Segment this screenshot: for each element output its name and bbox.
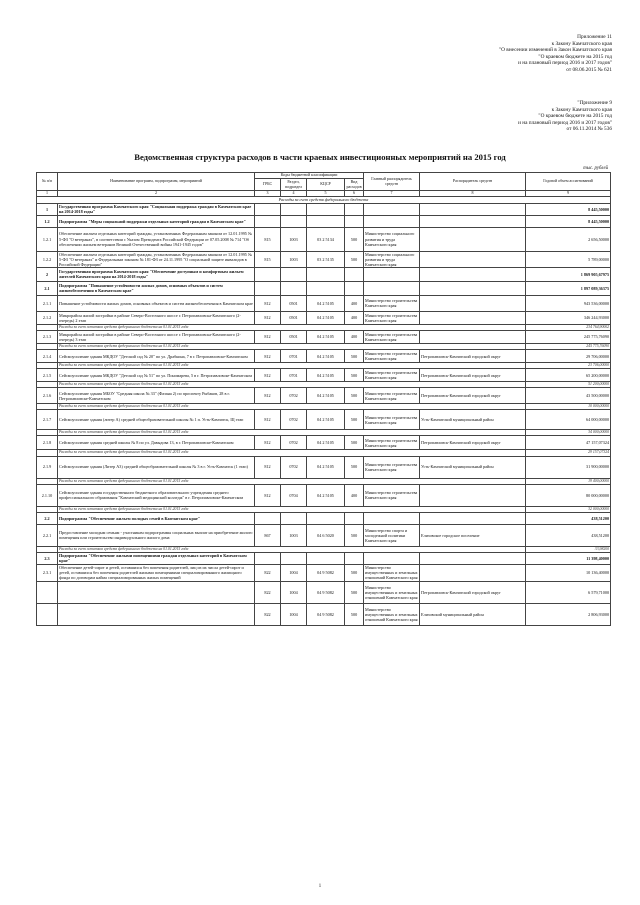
razdel-code: 0702 [281, 436, 307, 450]
table-row [37, 295, 611, 311]
header-name: Наименование программ, подпрограмм, мероприятий [58, 173, 255, 191]
vr-code: 500 [345, 251, 364, 267]
vr-code: 500 [345, 603, 364, 625]
empty-cell [364, 552, 420, 564]
manager-name: Министерство строительства Камчатского края [364, 369, 420, 382]
vr-code: 500 [345, 410, 364, 430]
manager-name: Министерство строительства Камчатского края [364, 436, 420, 450]
row-number: 2.1.7 [37, 410, 58, 430]
empty-cell [281, 267, 307, 281]
header-razdel: Раздел, подраздел [281, 179, 307, 191]
row-amount: 6 579,71000 [526, 581, 611, 603]
table-row [37, 369, 611, 382]
row-number: 2.1.8 [37, 436, 58, 450]
item-name: Повышение устойчивости жилых домов, основных объектов и систем жизнеобеспечения в Камчатском крае [58, 295, 255, 311]
note-amount: 245 775,76090 [526, 343, 611, 349]
row-amount: 438,51200 [526, 524, 611, 546]
header-manager: Главный распорядитель средств [364, 173, 420, 191]
vr-code: 500 [345, 388, 364, 404]
row-amount: 80 000,00000 [526, 484, 611, 506]
empty-cell [255, 552, 281, 564]
grbs-code: 812 [255, 436, 281, 450]
document-title: Ведомственная структура расходов в части краевых инвестиционных мероприятий на 2015 год [134, 152, 506, 162]
vr-code: 500 [345, 581, 364, 603]
empty-cell [345, 281, 364, 295]
header-index: 6 [345, 191, 364, 197]
item-name: Сейсмоусиление здания МБОУ "Средняя школа № 33" (Фазана 2) по проспекту Рыбаков, 28 в г. Петропавловске-Камчатском [58, 388, 255, 404]
manager-name: Министерство строительства Камчатского края [364, 311, 420, 324]
razdel-code: 1003 [281, 251, 307, 267]
manager-name: Министерство строительства Камчатского края [364, 484, 420, 506]
razdel-code: 1003 [281, 524, 307, 546]
vr-code: 500 [345, 564, 364, 581]
recipient-name [420, 251, 526, 267]
razdel-code: 0702 [281, 456, 307, 478]
recipient-name: Елизовское городское поселение [420, 524, 526, 546]
row-number: 2.1 [37, 281, 58, 295]
recipient-name: Елизовский муниципальный район [420, 603, 526, 625]
annex-header-previous [518, 100, 612, 133]
row-number: 1.2.1 [37, 227, 58, 251]
program-name: Государственная программа Камчатского края "Социальная поддержка граждан в Камчатском крае на 2014-2018 годы" [58, 203, 255, 215]
header-class-group: Коды бюджетной классификации [255, 173, 364, 179]
empty-cell [345, 267, 364, 281]
empty-cell [364, 512, 420, 524]
row-amount: 346 244,93000 [526, 311, 611, 324]
row-amount: 438,51200 [526, 512, 611, 524]
item-name: Сейсмоусиление здания (литер А) средней общеобразовательной школы № 1 п. Усть-Камчатск, Щ этап [58, 410, 255, 430]
header-vr: Вид расходов [346, 178, 362, 189]
table-row [37, 484, 611, 506]
note-amount: 19 400,00000 [526, 478, 611, 484]
row-amount: 64 000,00000 [526, 410, 611, 430]
empty-cell [281, 512, 307, 524]
note-text: Расходы за счет остатков средств федерального бюджета на 01.01.2015 года [58, 404, 526, 410]
empty-cell [420, 215, 526, 227]
ksr-code: 03 2 5135 [307, 251, 345, 267]
razdel-code: 1004 [281, 603, 307, 625]
empty-cell [307, 512, 345, 524]
row-number: 2.1.2 [37, 311, 58, 324]
row-number: 2.3 [37, 552, 58, 564]
item-name: Сейсмоусиление здания МКДОУ "Детский сад № 51" по ул. Пономарева, 5 в г. Петропавловске-Камчатском [58, 369, 255, 382]
header-index: 1 [37, 191, 58, 197]
row-amount: 1 869 905,67975 [526, 267, 611, 281]
program-row [37, 267, 611, 281]
item-name: Сейсмоусиление здания государственного бюджетного образовательного учреждения среднего профессионального образования "Камчатский медицинский колледж" в г. Петропавловске-Камчатском [58, 484, 255, 506]
razdel-code: 0702 [281, 410, 307, 430]
empty-cell [307, 203, 345, 215]
grbs-code: 867 [255, 524, 281, 546]
annex-line: к Закону Камчатского края [551, 106, 612, 113]
row-amount: 943 536,00000 [526, 295, 611, 311]
empty-cell [345, 215, 364, 227]
grbs-code: 812 [255, 410, 281, 430]
table-row [37, 410, 611, 430]
manager-name: Министерство имущественных и земельных отношений Камчатского края [364, 603, 420, 625]
manager-name: Министерство имущественных и земельных отношений Камчатского края [364, 581, 420, 603]
program-row [37, 203, 611, 215]
note-amount: 29 157,07324 [526, 450, 611, 456]
annex-header-current [499, 34, 612, 74]
item-name: Обеспечение детей-сирот и детей, оставшихся без попечения родителей, лиц из их числа детей-сирот и детей, оставшихся без попечения родителей жилыми помещениями специализированного жилищного фонда по договорам найма специализированных жилых помещений [58, 564, 255, 581]
header-ksr: КЦСР [307, 179, 345, 191]
program-row [37, 281, 611, 295]
note-amount: 51 200,00000 [526, 382, 611, 388]
table-row [37, 227, 611, 251]
table-row [37, 581, 611, 603]
empty-cell [281, 203, 307, 215]
item-name: Сейсмоусиление здания средней школы № 8 по ул. Давыдова 13, в г. Петропавловске-Камчатском [58, 436, 255, 450]
note-text: Расходы за счет остатков средств федерального бюджета на 01.01.2015 года [58, 546, 526, 552]
empty-cell [281, 215, 307, 227]
ksr-code: 04 2 5105 [307, 388, 345, 404]
ksr-code: 03 2 5134 [307, 227, 345, 251]
manager-name: Министерство социального развития и труда Камчатского края [364, 251, 420, 267]
row-number: 2.1.3 [37, 330, 58, 343]
grbs-code: 822 [255, 603, 281, 625]
grbs-code: 812 [255, 330, 281, 343]
header-amount: Годовой объем ассигнований [526, 173, 611, 191]
ksr-code: 04 2 5105 [307, 484, 345, 506]
row-amount: 2 806,93000 [526, 603, 611, 625]
empty-cell [345, 552, 364, 564]
grbs-code: 812 [255, 350, 281, 363]
program-row [37, 512, 611, 524]
vr-code: 500 [345, 436, 364, 450]
empty-cell [281, 281, 307, 295]
empty-cell [420, 267, 526, 281]
empty-cell [255, 512, 281, 524]
manager-name: Министерство строительства Камчатского края [364, 350, 420, 363]
grbs-code: 822 [255, 564, 281, 581]
table-row [37, 456, 611, 478]
annex-line: от 06.11.2014 № 536 [566, 126, 612, 133]
table-row [37, 388, 611, 404]
annex-line: "О внесении изменений в Закон Камчатского края [499, 47, 612, 54]
manager-name: Министерство строительства Камчатского края [364, 388, 420, 404]
ksr-code: 04 6 5020 [307, 524, 345, 546]
razdel-code: 1004 [281, 564, 307, 581]
note-amount: 234 764,90002 [526, 324, 611, 330]
note-text: Расходы за счет остатков средств федерального бюджета на 01.01.2015 года [58, 343, 526, 349]
ksr-code: 04 2 5105 [307, 350, 345, 363]
units-label: тыс. рублей [583, 166, 608, 171]
grbs-code: 812 [255, 311, 281, 324]
annex-line: и на плановый период 2016 и 2017 годов" [518, 119, 612, 126]
empty-cell [364, 203, 420, 215]
manager-name: Министерство строительства Камчатского края [364, 295, 420, 311]
vr-code: 400 [345, 311, 364, 324]
table-row [37, 251, 611, 267]
manager-name: Министерство спорта и молодежной политики Камчатского края [364, 524, 420, 546]
item-name: Сейсмоусиление здания МКДОУ "Детский сад № 20" по ул. Драбкина, 7 в г. Петропавловске-Камчатском [58, 350, 255, 363]
note-text: Расходы за счет остатков средств федерального бюджета на 01.01.2015 года [58, 506, 526, 512]
empty-cell [307, 267, 345, 281]
vr-code: 500 [345, 369, 364, 382]
row-amount: 2 656,50000 [526, 227, 611, 251]
empty-cell [364, 281, 420, 295]
note-amount: 23 706,00000 [526, 363, 611, 369]
row-number: 2.1.9 [37, 456, 58, 478]
row-number: 1 [37, 203, 58, 215]
note-amount: 33,98200 [526, 546, 611, 552]
recipient-name: Петропавловск-Камчатский городской округ [420, 350, 526, 363]
ksr-code: 04 2 5105 [307, 330, 345, 343]
header-index: 4 [281, 191, 307, 197]
grbs-code: 815 [255, 227, 281, 251]
item-name: Сейсмоусиление здания (Литер А3) средней общеобразовательной школы № 3 в г. Усть-Камчатск (1 этап) [58, 456, 255, 478]
empty-cell [345, 203, 364, 215]
item-name: Обеспечение жильем отдельных категорий граждан, установленных Федеральным законом от 12.01.1995 № 5-ФЗ "О ветеранах", в соответствии с Указом Президента Российской Федерации от 07.05.2008 № 714 "Об обеспечении жильем ветеранов Великой Отечественной войны 1941-1945 годов" [58, 227, 255, 251]
row-amount: 1 897 089,36375 [526, 281, 611, 295]
header-index: 2 [58, 191, 255, 197]
ksr-code: 04 9 5082 [307, 603, 345, 625]
recipient-name: Петропавловск-Камчатский городской округ [420, 581, 526, 603]
program-row [37, 215, 611, 227]
header-grbs: ГРБС [255, 179, 281, 191]
manager-name: Министерство строительства Камчатского края [364, 410, 420, 430]
row-number: 2.3.1 [37, 564, 58, 581]
recipient-name [420, 330, 526, 343]
grbs-code: 815 [255, 251, 281, 267]
grbs-code: 822 [255, 581, 281, 603]
program-name: Государственная программа Камчатского края "Обеспечение доступным и комфортным жильем жителей Камчатского края на 2014-2018 годы" [58, 267, 255, 281]
vr-code: 400 [345, 330, 364, 343]
ksr-code: 04 9 5082 [307, 564, 345, 581]
row-amount: 10 136,40000 [526, 564, 611, 581]
empty-cell [364, 267, 420, 281]
recipient-name: Петропавловск-Камчатский городской округ [420, 436, 526, 450]
table-row [37, 436, 611, 450]
header-num: № п/п [37, 173, 58, 191]
vr-code: 500 [345, 350, 364, 363]
manager-name: Министерство социального развития и труда Камчатского края [364, 227, 420, 251]
ksr-code: 04 2 5105 [307, 410, 345, 430]
empty-cell [281, 552, 307, 564]
row-amount: 29 706,00000 [526, 350, 611, 363]
row-number [37, 581, 58, 603]
row-amount: 47 157,07324 [526, 436, 611, 450]
row-amount: 43 500,00000 [526, 388, 611, 404]
item-name [58, 603, 255, 625]
row-number: 2.2.1 [37, 524, 58, 546]
empty-cell [420, 203, 526, 215]
empty-cell [307, 552, 345, 564]
section-heading: Расходы за счет средств федерального бюджета [37, 196, 611, 203]
header-index: 7 [364, 191, 420, 197]
recipient-name [420, 295, 526, 311]
ksr-code: 04 2 5105 [307, 456, 345, 478]
header-index: 9 [526, 191, 611, 197]
ksr-code: 04 9 5082 [307, 581, 345, 603]
annex-line: "Приложение 9 [577, 100, 612, 106]
table-row [37, 603, 611, 625]
table-row [37, 350, 611, 363]
item-name [58, 581, 255, 603]
annex-line: "О краевом бюджете на 2015 год [538, 113, 612, 120]
razdel-code: 1004 [281, 581, 307, 603]
grbs-code: 812 [255, 484, 281, 506]
note-amount: 10 000,00000 [526, 404, 611, 410]
grbs-code: 812 [255, 295, 281, 311]
recipient-name: Усть-Камчатский муниципальный район [420, 410, 526, 430]
row-number: 2.1.4 [37, 350, 58, 363]
ksr-code: 04 2 5105 [307, 295, 345, 311]
row-number: 2.1.10 [37, 484, 58, 506]
manager-name: Министерство имущественных и земельных отношений Камчатского края [365, 565, 418, 581]
row-number: 1.2.2 [37, 251, 58, 267]
header-index: 3 [255, 191, 281, 197]
empty-cell [420, 512, 526, 524]
note-text: Расходы за счет остатков средств федерального бюджета на 01.01.2015 года [58, 430, 526, 436]
recipient-name [420, 484, 526, 506]
header-index: 5 [307, 191, 345, 197]
row-amount: 8 445,50000 [526, 203, 611, 215]
vr-code: 400 [345, 295, 364, 311]
recipient-name [420, 311, 526, 324]
program-name: Подпрограмма "Обеспечение жилыми помещениями граждан отдельных категорий в Камчатском крае" [58, 552, 255, 564]
recipient-name [420, 227, 526, 251]
row-amount: 245 775,76090 [526, 330, 611, 343]
empty-cell [420, 281, 526, 295]
item-name: Микрорайон жилой застройки в районе Северо-Восточного шоссе г. Петропавловска-Камчатского (2-очередь) 2 этап [58, 311, 255, 324]
razdel-code: 0701 [281, 369, 307, 382]
grbs-code: 812 [255, 456, 281, 478]
ksr-code: 04 2 5105 [307, 311, 345, 324]
program-name: Подпрограмма "Обеспечение жильем молодых семей в Камчатском крае" [58, 512, 255, 524]
note-text: Расходы за счет остатков средств федерального бюджета на 01.01.2015 года [58, 450, 526, 456]
row-number: 2.1.5 [37, 369, 58, 382]
empty-cell [255, 267, 281, 281]
note-amount: 34 000,00000 [526, 430, 611, 436]
row-number: 2 [37, 267, 58, 281]
razdel-code: 0701 [281, 350, 307, 363]
empty-cell [307, 215, 345, 227]
row-number: 2.1.1 [37, 295, 58, 311]
annex-line: и на плановый период 2016 и 2017 годов" [518, 60, 612, 67]
header-recipient: Распорядитель средств [420, 173, 526, 191]
empty-cell [345, 512, 364, 524]
row-amount: 65 200,00000 [526, 369, 611, 382]
row-amount: 31 900,00000 [526, 456, 611, 478]
grbs-code: 812 [255, 388, 281, 404]
table-row [37, 564, 611, 581]
note-text: Расходы за счет остатков средств федерального бюджета на 01.01.2015 года [58, 363, 526, 369]
row-number: 2.1.6 [37, 388, 58, 404]
empty-cell [364, 215, 420, 227]
table-row [37, 330, 611, 343]
razdel-code: 0704 [281, 484, 307, 506]
vr-code: 500 [345, 456, 364, 478]
item-name: Микрорайон жилой застройки в районе Северо-Восточного шоссе г. Петропавловска-Камчатского (2-очередь) 3 этап [58, 330, 255, 343]
empty-cell [255, 203, 281, 215]
note-amount: 32 000,00000 [526, 506, 611, 512]
razdel-code: 1003 [281, 227, 307, 251]
annex-line: от 08.06.2015 № 621 [566, 66, 612, 73]
empty-cell [255, 215, 281, 227]
header-index: 8 [420, 191, 526, 197]
table-body [37, 196, 611, 625]
row-amount: 5 789,00000 [526, 251, 611, 267]
razdel-code: 0501 [281, 311, 307, 324]
recipient-name: Петропавловск-Камчатский городской округ [420, 369, 526, 382]
row-number [37, 603, 58, 625]
table-row [37, 311, 611, 324]
item-name: Предоставление молодым семьям - участникам подпрограммы социальных выплат на приобретение жилого помещения или строительство индивидуального жилого дома [58, 524, 255, 546]
page-number: 1 [318, 884, 322, 889]
vr-code: 500 [345, 524, 364, 546]
note-text: Расходы за счет остатков средств федерального бюджета на 01.01.2015 года [58, 324, 526, 330]
recipient-name [420, 564, 526, 581]
razdel-code: 0702 [281, 388, 307, 404]
row-number: 1.2 [37, 215, 58, 227]
recipient-name: Петропавловск-Камчатский городской округ [420, 388, 526, 404]
expenditure-table [36, 172, 611, 626]
vr-code: 500 [345, 227, 364, 251]
razdel-code: 0501 [281, 330, 307, 343]
program-name: Подпрограмма "Повышение устойчивости жилых домов, основных объектов и систем жизнеобеспечения в Камчатском крае" [58, 281, 255, 295]
empty-cell [255, 281, 281, 295]
note-text: Расходы за счет остатков средств федерального бюджета на 01.01.2015 года [58, 478, 526, 484]
empty-cell [420, 552, 526, 564]
annex-line: к Закону Камчатского края [551, 40, 612, 47]
row-amount: 8 445,50000 [526, 215, 611, 227]
empty-cell [307, 281, 345, 295]
vr-code: 400 [345, 484, 364, 506]
annex-line: Приложение 11 [577, 34, 612, 40]
row-amount: 11 398,40000 [526, 552, 611, 564]
recipient-name: Усть-Камчатский муниципальный район [420, 456, 526, 478]
program-row [37, 552, 611, 564]
manager-name: Министерство строительства Камчатского края [364, 456, 420, 478]
grbs-code: 812 [255, 369, 281, 382]
ksr-code: 04 2 5105 [307, 436, 345, 450]
annex-line: "О краевом бюджете на 2015 год [538, 53, 612, 60]
ksr-code: 04 2 5105 [307, 369, 345, 382]
program-name: Подпрограмма "Меры социальной поддержки отдельных категорий граждан в Камчатском крае" [58, 215, 255, 227]
item-name: Обеспечение жильем отдельных категорий граждан, установленных Федеральным законом от 12.01.1995 № 5-ФЗ "О ветеранах" и Федеральным законом № 181-ФЗ от 24.11.1995 "О социальной защите инвалидов в Российской Федерации" [58, 251, 255, 267]
note-text: Расходы за счет остатков средств федерального бюджета на 01.01.2015 года [58, 382, 526, 388]
razdel-code: 0501 [281, 295, 307, 311]
table-row [37, 524, 611, 546]
row-number: 2.2 [37, 512, 58, 524]
manager-name: Министерство строительства Камчатского края [364, 330, 420, 343]
